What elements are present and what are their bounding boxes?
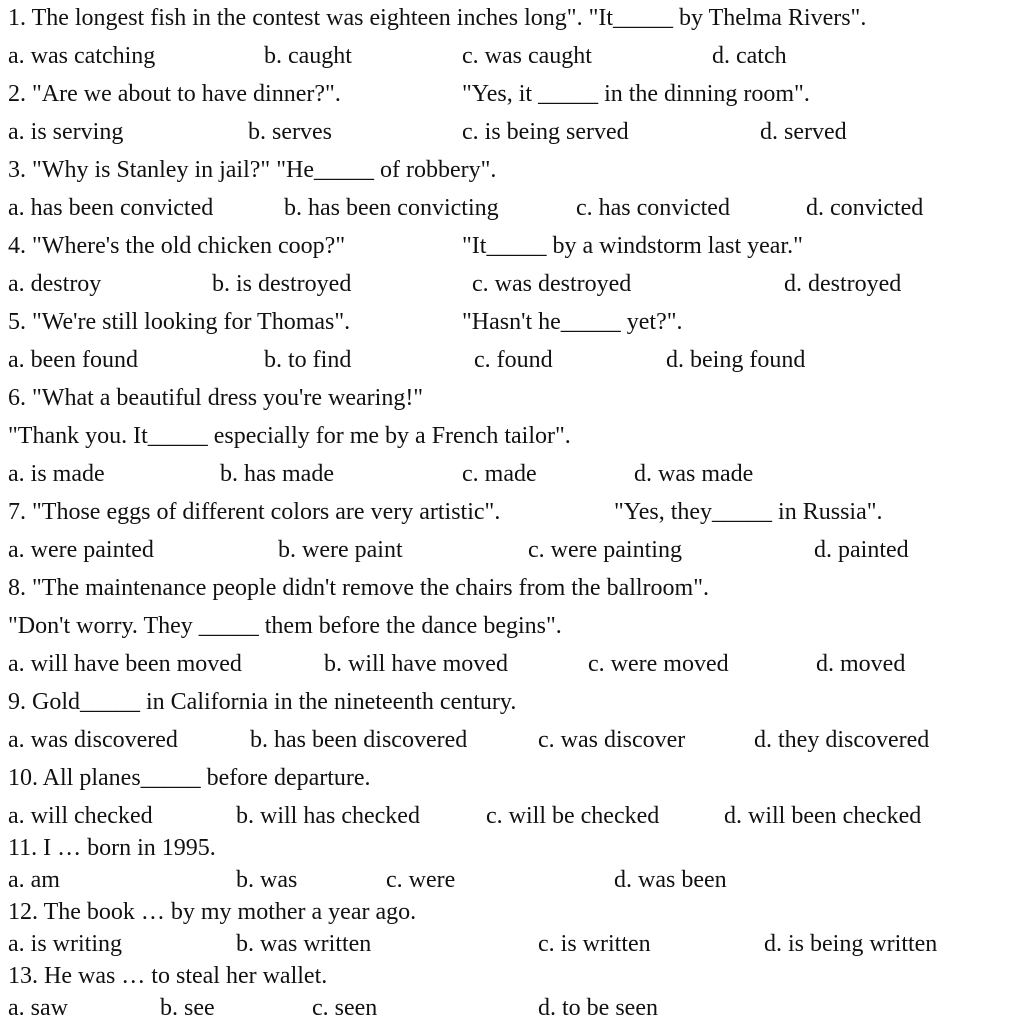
question-6-option-b: b. has made bbox=[220, 461, 334, 487]
question-8-option-b: b. will have moved bbox=[324, 651, 508, 677]
question-11-option-c: c. were bbox=[386, 867, 456, 893]
question-4-option-d: d. destroyed bbox=[784, 271, 902, 297]
question-3-option-a: a. has been convicted bbox=[8, 195, 214, 221]
question-4-option-c: c. was destroyed bbox=[472, 271, 632, 297]
question-2-option-a: a. is serving bbox=[8, 119, 124, 145]
question-2-stem-part-1: 2. "Are we about to have dinner?". bbox=[8, 81, 341, 107]
question-4-stem-part-2: "It_____ by a windstorm last year." bbox=[462, 233, 803, 259]
question-6-option-d: d. was made bbox=[634, 461, 754, 487]
question-3-option-d: d. convicted bbox=[806, 195, 924, 221]
question-4-stem-part-1: 4. "Where's the old chicken coop?" bbox=[8, 233, 346, 259]
question-8-option-c: c. were moved bbox=[588, 651, 729, 677]
question-1-option-b: b. caught bbox=[264, 43, 352, 69]
question-10-option-d: d. will been checked bbox=[724, 803, 922, 829]
question-8-option-a: a. will have been moved bbox=[8, 651, 242, 677]
question-13-option-c: c. seen bbox=[312, 995, 378, 1021]
question-3-option-c: c. has convicted bbox=[576, 195, 730, 221]
question-6-stem-line-2: "Thank you. It_____ especially for me by a French tailor". bbox=[8, 423, 571, 449]
question-4-option-a: a. destroy bbox=[8, 271, 102, 297]
question-9-option-c: c. was discover bbox=[538, 727, 686, 753]
question-2-option-b: b. serves bbox=[248, 119, 332, 145]
question-7-option-c: c. were painting bbox=[528, 537, 682, 563]
question-8-stem-line-2: "Don't worry. They _____ them before the dance begins". bbox=[8, 613, 562, 639]
question-11-option-b: b. was bbox=[236, 867, 298, 893]
question-5-option-d: d. being found bbox=[666, 347, 806, 373]
question-12-option-d: d. is being written bbox=[764, 931, 938, 957]
question-5-option-b: b. to find bbox=[264, 347, 352, 373]
question-1-option-a: a. was catching bbox=[8, 43, 156, 69]
question-13-option-b: b. see bbox=[160, 995, 215, 1021]
question-13-option-d: d. to be seen bbox=[538, 995, 658, 1021]
question-5-option-a: a. been found bbox=[8, 347, 138, 373]
question-6-option-c: c. made bbox=[462, 461, 537, 487]
question-8-option-d: d. moved bbox=[816, 651, 906, 677]
question-12-option-a: a. is writing bbox=[8, 931, 122, 957]
question-2-option-d: d. served bbox=[760, 119, 847, 145]
question-7-option-b: b. were paint bbox=[278, 537, 403, 563]
question-1-stem: 1. The longest fish in the contest was eighteen inches long". "It_____ by Thelma Rivers". bbox=[8, 5, 867, 31]
question-11-stem: 11. I … born in 1995. bbox=[8, 835, 216, 861]
question-3-option-b: b. has been convicting bbox=[284, 195, 499, 221]
question-2-stem-part-2: "Yes, it _____ in the dinning room". bbox=[462, 81, 810, 107]
question-5-stem-part-1: 5. "We're still looking for Thomas". bbox=[8, 309, 351, 335]
question-7-option-a: a. were painted bbox=[8, 537, 154, 563]
question-11-option-a: a. am bbox=[8, 867, 60, 893]
question-6-option-a: a. is made bbox=[8, 461, 105, 487]
question-12-option-b: b. was written bbox=[236, 931, 372, 957]
question-1-option-d: d. catch bbox=[712, 43, 787, 69]
question-5-option-c: c. found bbox=[474, 347, 553, 373]
question-12-option-c: c. is written bbox=[538, 931, 651, 957]
question-10-option-a: a. will checked bbox=[8, 803, 153, 829]
question-2-option-c: c. is being served bbox=[462, 119, 629, 145]
question-9-stem: 9. Gold_____ in California in the nineteenth century. bbox=[8, 689, 517, 715]
question-10-option-c: c. will be checked bbox=[486, 803, 660, 829]
question-9-option-a: a. was discovered bbox=[8, 727, 178, 753]
question-1-option-c: c. was caught bbox=[462, 43, 592, 69]
question-13-option-a: a. saw bbox=[8, 995, 68, 1021]
question-3-stem: 3. "Why is Stanley in jail?" "He_____ of robbery". bbox=[8, 157, 497, 183]
question-4-option-b: b. is destroyed bbox=[212, 271, 352, 297]
question-12-stem: 12. The book … by my mother a year ago. bbox=[8, 899, 417, 925]
question-8-stem: 8. "The maintenance people didn't remove the chairs from the ballroom". bbox=[8, 575, 710, 601]
question-9-option-b: b. has been discovered bbox=[250, 727, 468, 753]
question-7-stem-part-1: 7. "Those eggs of different colors are very artistic". bbox=[8, 499, 501, 525]
question-6-stem: 6. "What a beautiful dress you're wearing!" bbox=[8, 385, 424, 411]
question-9-option-d: d. they discovered bbox=[754, 727, 930, 753]
question-5-stem-part-2: "Hasn't he_____ yet?". bbox=[462, 309, 683, 335]
question-7-option-d: d. painted bbox=[814, 537, 909, 563]
question-10-stem: 10. All planes_____ before departure. bbox=[8, 765, 371, 791]
question-7-stem-part-2: "Yes, they_____ in Russia". bbox=[614, 499, 883, 525]
question-13-stem: 13. He was … to steal her wallet. bbox=[8, 963, 328, 989]
question-11-option-d: d. was been bbox=[614, 867, 727, 893]
question-10-option-b: b. will has checked bbox=[236, 803, 420, 829]
